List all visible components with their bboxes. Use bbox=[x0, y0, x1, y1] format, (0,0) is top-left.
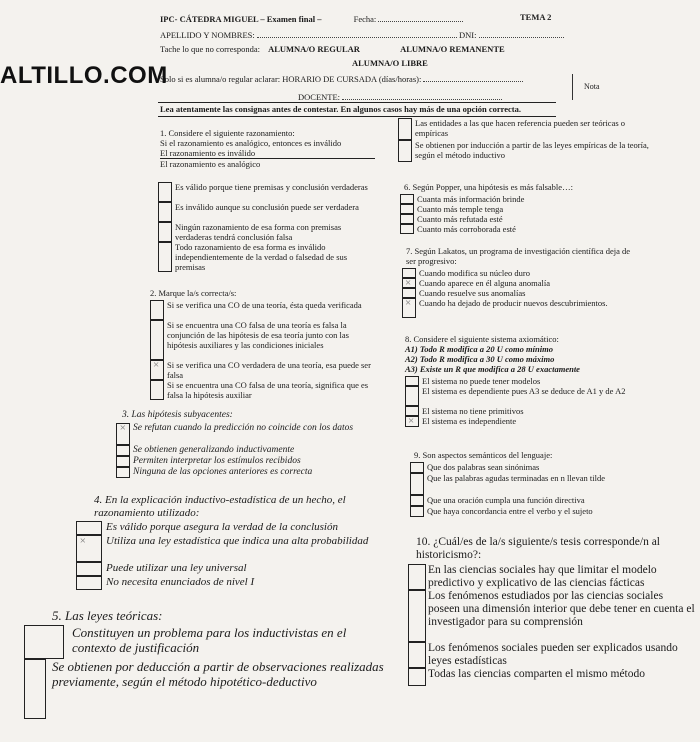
q8-option[interactable]: El sistema no puede tener modelos bbox=[405, 376, 675, 386]
checkbox[interactable] bbox=[158, 202, 172, 222]
checkbox[interactable] bbox=[400, 224, 414, 234]
question-1 bbox=[160, 128, 375, 169]
q8-axiom-1: A1) Todo R modifica a 20 U como mínimo bbox=[405, 344, 553, 354]
checkbox-checked[interactable] bbox=[116, 423, 130, 445]
nota-divider bbox=[572, 74, 573, 100]
question-7 bbox=[402, 246, 632, 318]
checkbox[interactable] bbox=[24, 625, 64, 659]
q4-option[interactable]: Es válido porque asegura la verdad de la conclusión bbox=[76, 521, 386, 535]
q7-option[interactable]: Cuando resuelve sus anomalías bbox=[402, 288, 632, 298]
q4-option[interactable]: No necesita enunciados de nivel I bbox=[76, 576, 386, 590]
checkbox[interactable] bbox=[410, 473, 424, 495]
exam-header bbox=[160, 14, 580, 24]
question-9 bbox=[410, 450, 680, 517]
q1-conclusion: El razonamiento es analógico bbox=[160, 159, 261, 169]
checkbox-checked[interactable] bbox=[76, 535, 102, 562]
question-10 bbox=[408, 536, 696, 686]
checkbox[interactable] bbox=[400, 204, 414, 214]
q3-option[interactable]: × Se refutan cuando la predicción no coincide con los datos bbox=[116, 423, 381, 445]
header-separator bbox=[158, 102, 556, 103]
q8-option[interactable]: El sistema es dependiente pues A3 se deduce de A1 y de A2 bbox=[405, 386, 675, 406]
q4-title: 4. En la explicación inductivo-estadística de un hecho, el razonamiento utilizado: bbox=[94, 494, 346, 519]
q1-option[interactable]: Es válido porque tiene premisas y conclusión verdaderas bbox=[158, 182, 375, 202]
dni-field[interactable] bbox=[479, 37, 564, 38]
regular-option[interactable]: ALUMNA/O REGULAR bbox=[268, 44, 360, 54]
question-2 bbox=[150, 288, 380, 400]
instructions: Lea atentamente las consignas antes de contestar. En algunos casos hay más de una opción correcta. bbox=[160, 104, 522, 114]
q1-option[interactable]: Ningún razonamiento de esa forma con premisas verdaderas tendrá conclusión falsa bbox=[158, 222, 375, 242]
nota-label: Nota bbox=[584, 82, 600, 91]
checkbox-checked[interactable] bbox=[405, 416, 419, 427]
q7-option[interactable]: Cuando modifica su núcleo duro bbox=[402, 268, 632, 278]
checkbox[interactable] bbox=[398, 118, 412, 140]
question-8 bbox=[405, 334, 675, 427]
docente-label: DOCENTE: bbox=[298, 92, 341, 102]
checkbox[interactable] bbox=[400, 194, 414, 204]
docente-field[interactable] bbox=[342, 99, 502, 100]
q2-option[interactable]: × Si se verifica una CO verdadera de una teoría, esa puede ser falsa bbox=[150, 360, 380, 380]
q5-option[interactable]: Constituyen un problema para los inductivistas en el contexto de justificación bbox=[24, 625, 384, 659]
checkbox-checked[interactable] bbox=[402, 298, 416, 318]
q6-option[interactable]: Cuanto más corroborada esté bbox=[400, 224, 660, 234]
checkbox[interactable] bbox=[408, 564, 426, 590]
q5-continuation bbox=[398, 118, 660, 162]
q10-option[interactable]: En las ciencias sociales hay que limitar el modelo predictivo y explicativo de las ciencias fácticas bbox=[408, 564, 696, 590]
q4-option[interactable]: Puede utilizar una ley universal bbox=[76, 562, 386, 576]
q1-option[interactable]: Todo razonamiento de esa forma es inválido independientemente de la verdad o falsedad de sus premisas bbox=[158, 242, 375, 272]
docente-row bbox=[298, 92, 502, 102]
checkbox[interactable] bbox=[158, 222, 172, 242]
checkbox[interactable] bbox=[158, 182, 172, 202]
checkbox-checked[interactable] bbox=[150, 360, 164, 380]
q3-option[interactable]: Permiten interpretar los estímulos recibidos bbox=[116, 456, 381, 467]
q7-option[interactable]: × Cuando ha dejado de producir nuevos descubrimientos. bbox=[402, 298, 632, 318]
q6-option[interactable]: Cuanto más temple tenga bbox=[400, 204, 660, 214]
checkbox[interactable] bbox=[76, 576, 102, 590]
tache-label: Tache lo que no corresponda: bbox=[160, 44, 260, 54]
checkbox[interactable] bbox=[150, 300, 164, 320]
q10-option[interactable]: Los fenómenos sociales pueden ser explicados usando leyes estadísticas bbox=[408, 642, 696, 668]
checkbox[interactable] bbox=[405, 376, 419, 386]
checkbox[interactable] bbox=[116, 445, 130, 456]
apellido-field[interactable] bbox=[257, 37, 457, 38]
checkbox[interactable] bbox=[408, 668, 426, 686]
question-4 bbox=[76, 494, 386, 590]
question-6 bbox=[400, 182, 660, 234]
fecha-label: Fecha: bbox=[353, 14, 377, 24]
q10-option[interactable]: Los fenómenos estudiados por las ciencias sociales poseen una dimensión interior que debe tener en cuenta el investigador para su comprensión bbox=[408, 590, 696, 642]
checkbox[interactable] bbox=[405, 386, 419, 406]
q4-option[interactable]: × Utiliza una ley estadística que indica una alta probabilidad bbox=[76, 535, 386, 562]
q8-option[interactable]: × El sistema es independiente bbox=[405, 416, 675, 427]
q9-title: 9. Son aspectos semánticos del lenguaje: bbox=[414, 450, 553, 460]
checkbox[interactable] bbox=[410, 506, 424, 517]
q10-option[interactable]: Todas las ciencias comparten el mismo método bbox=[408, 668, 696, 686]
q9-option[interactable]: Que una oración cumpla una función directiva bbox=[410, 495, 680, 506]
checkbox[interactable] bbox=[150, 380, 164, 400]
q2-option[interactable]: Si se encuentra una CO falsa de una teoría es falsa la conjunción de las hipótesis de esa teoría junto con las hipótesis auxiliares y las condiciones iniciales bbox=[150, 320, 380, 360]
checkbox-checked[interactable] bbox=[402, 278, 416, 288]
remanente-option[interactable]: ALUMNA/O REMANENTE bbox=[400, 44, 505, 54]
checkbox[interactable] bbox=[76, 562, 102, 576]
header-org: IPC- CÁTEDRA MIGUEL – Examen final – bbox=[160, 14, 322, 24]
q8-option[interactable]: El sistema no tiene primitivos bbox=[405, 406, 675, 416]
q5-option[interactable]: Las entidades a las que hacen referencia pueden ser teóricas o empíricas bbox=[398, 118, 660, 140]
q3-option[interactable]: Ninguna de las opciones anteriores es correcta bbox=[116, 467, 381, 478]
q10-title: 10. ¿Cuál/es de la/s siguiente/s tesis corresponde/n al historicismo?: bbox=[416, 536, 660, 561]
q6-title: 6. Según Popper, una hipótesis es más falsable…: bbox=[404, 182, 573, 192]
q5-title: 5. Las leyes teóricas: bbox=[52, 608, 163, 623]
checkbox[interactable] bbox=[400, 214, 414, 224]
horario-row bbox=[160, 74, 523, 84]
horario-label: Solo si es alumna/o regular aclarar: HORARIO DE CURSADA (días/horas): bbox=[160, 74, 422, 84]
checkbox[interactable] bbox=[410, 462, 424, 473]
checkbox[interactable] bbox=[410, 495, 424, 506]
q9-option[interactable]: Que las palabras agudas terminadas en n llevan tilde bbox=[410, 473, 680, 495]
checkbox[interactable] bbox=[76, 521, 102, 535]
q6-option[interactable]: Cuanta más información brinde bbox=[400, 194, 660, 204]
checkbox[interactable] bbox=[116, 467, 130, 478]
libre-option[interactable]: ALUMNA/O LIBRE bbox=[352, 58, 428, 68]
question-3 bbox=[116, 410, 381, 478]
q5-option[interactable]: Se obtienen por inducción a partir de las leyes empíricas de la teoría, según el método inductivo bbox=[398, 140, 660, 162]
question-5 bbox=[24, 608, 384, 719]
q2-title: 2. Marque la/s correcta/s: bbox=[150, 288, 237, 298]
checkbox[interactable] bbox=[116, 456, 130, 467]
q8-axiom-3: A3) Existe un R que modifica a 28 U exactamente bbox=[405, 364, 580, 374]
apellido-label: APELLIDO Y NOMBRES: bbox=[160, 30, 255, 40]
q9-option[interactable]: Que dos palabras sean sinónimas bbox=[410, 462, 680, 473]
checkbox[interactable] bbox=[398, 140, 412, 162]
checkbox[interactable] bbox=[408, 642, 426, 668]
q6-option[interactable]: Cuanto más refutada esté bbox=[400, 214, 660, 224]
checkbox[interactable] bbox=[24, 659, 46, 719]
condicion-row bbox=[160, 44, 505, 54]
checkbox[interactable] bbox=[158, 242, 172, 272]
q8-title: 8. Considere el siguiente sistema axiomático: bbox=[405, 334, 559, 344]
q3-option[interactable]: Se obtienen generalizando inductivamente bbox=[116, 445, 381, 456]
q2-option[interactable]: Si se encuentra una CO falsa de una teoría, significa que es falsa la hipótesis auxiliar bbox=[150, 380, 380, 400]
q9-option[interactable]: Que haya concordancia entre el verbo y el sujeto bbox=[410, 506, 680, 517]
q8-axiom-2: A2) Todo R modifica a 30 U como máximo bbox=[405, 354, 555, 364]
q2-option[interactable]: Si se verifica una CO de una teoría, ésta queda verificada bbox=[150, 300, 380, 320]
tema-label: TEMA 2 bbox=[520, 12, 552, 22]
q7-option[interactable]: × Cuando aparece en él alguna anomalía bbox=[402, 278, 632, 288]
intro-separator bbox=[158, 116, 556, 117]
checkbox[interactable] bbox=[150, 320, 164, 360]
q5-option[interactable]: Se obtienen por deducción a partir de observaciones realizadas previamente, según el método hipotético-deductivo bbox=[24, 659, 384, 719]
q1-premise-1: Si el razonamiento es analógico, entonces es inválido bbox=[160, 138, 342, 148]
horario-field[interactable] bbox=[423, 81, 523, 82]
checkbox[interactable] bbox=[408, 590, 426, 642]
apellido-row bbox=[160, 30, 564, 40]
q1-premise-2: El razonamiento es inválido bbox=[160, 148, 375, 159]
fecha-field[interactable] bbox=[378, 21, 463, 22]
q3-title: 3. Las hipótesis subyacentes: bbox=[122, 410, 233, 420]
q1-title: 1. Considere el siguiente razonamiento: bbox=[160, 128, 295, 138]
dni-label: DNI: bbox=[459, 30, 477, 40]
q7-title: 7. Según Lakatos, un programa de investigación científica deja de ser progresivo: bbox=[406, 246, 630, 266]
q1-options bbox=[158, 182, 375, 272]
watermark-logo: ALTILLO.COM bbox=[0, 62, 168, 89]
q1-option[interactable]: Es inválido aunque su conclusión puede ser verdadera bbox=[158, 202, 375, 222]
